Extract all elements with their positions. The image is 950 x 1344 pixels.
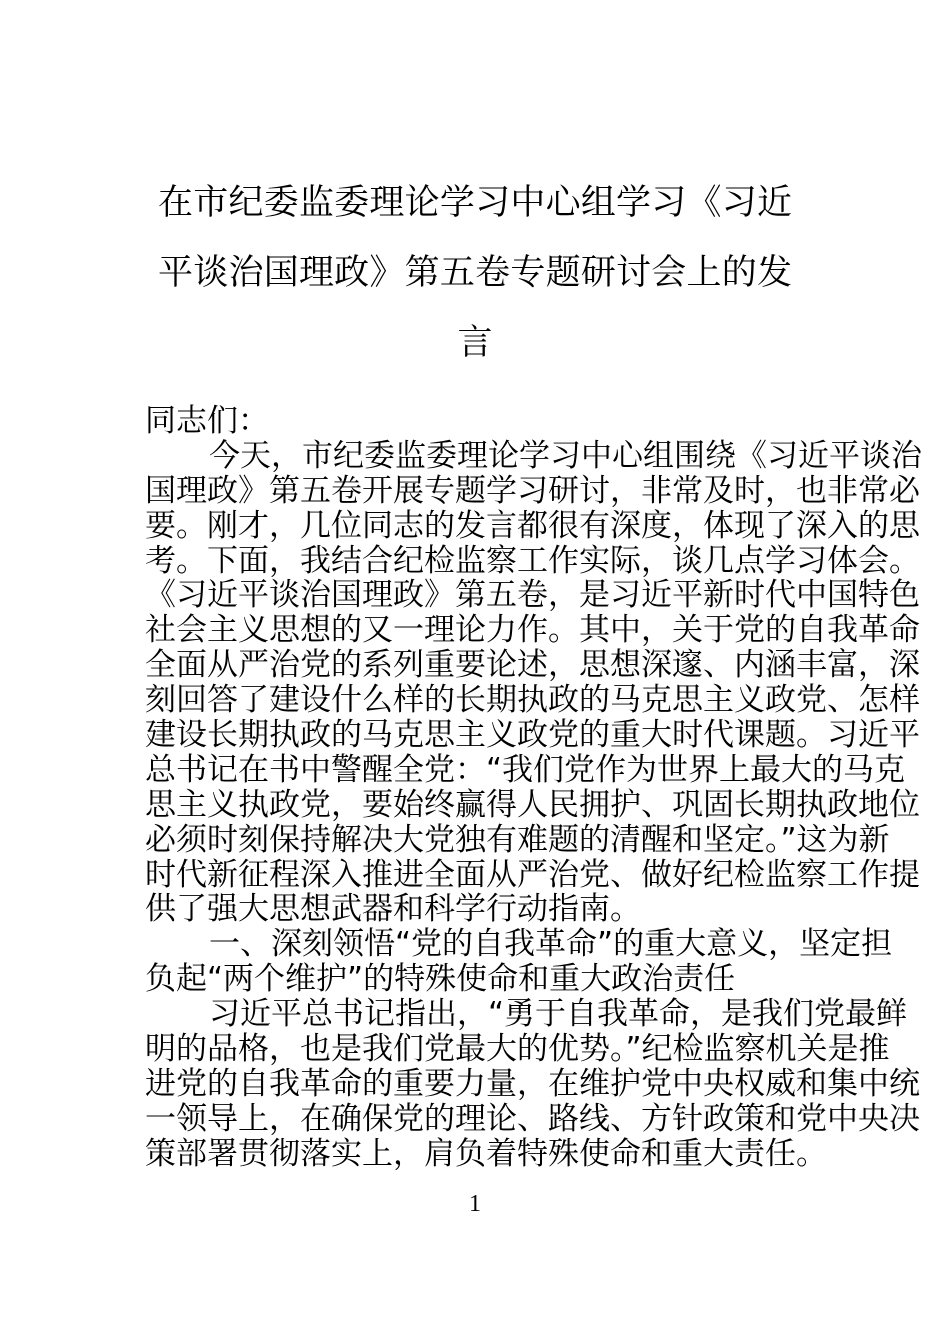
body-line: 必须时刻保持解决大党独有难题的清醒和坚定。”这为新 xyxy=(145,821,890,858)
body-line: 《习近平谈治国理政》第五卷，是习近平新时代中国特色 xyxy=(145,577,920,614)
title-line: 言 xyxy=(457,323,493,363)
body-line: 供了强大思想武器和科学行动指南。 xyxy=(145,891,641,928)
section-heading-line: 负起“两个维护”的特殊使命和重大政治责任 xyxy=(145,961,736,998)
title-line: 平谈治国理政》第五卷专题研讨会上的发 xyxy=(158,253,792,293)
body-line: 习近平总书记指出，“勇于自我革命，是我们党最鲜 xyxy=(209,996,908,1033)
salutation: 同志们： xyxy=(145,403,269,439)
body-line: 考。下面，我结合纪检监察工作实际，谈几点学习体会。 xyxy=(145,542,920,579)
body-line: 国理政》第五卷开展专题学习研讨，非常及时，也非常必 xyxy=(145,472,920,509)
title-line: 在市纪委监委理论学习中心组学习《习近 xyxy=(158,183,792,223)
body-line: 建设长期执政的马克思主义政党的重大时代课题。习近平 xyxy=(145,717,920,754)
section-heading-line: 一、深刻领悟“党的自我革命”的重大意义，坚定担 xyxy=(209,926,893,963)
body-line: 明的品格，也是我们党最大的优势。”纪检监察机关是推 xyxy=(145,1031,890,1068)
body-line: 要。刚才，几位同志的发言都很有深度，体现了深入的思 xyxy=(145,507,920,544)
body-line: 社会主义思想的又一理论力作。其中，关于党的自我革命 xyxy=(145,612,920,649)
body-line: 刻回答了建设什么样的长期执政的马克思主义政党、怎样 xyxy=(145,682,920,719)
document-title xyxy=(158,168,792,378)
body-line: 时代新征程深入推进全面从严治党、做好纪检监察工作提 xyxy=(145,856,920,893)
document-body xyxy=(145,403,922,1172)
body-line: 总书记在书中警醒全党：“我们党作为世界上最大的马克 xyxy=(145,751,906,788)
page-number: 1 xyxy=(469,1191,481,1217)
body-line: 策部署贯彻落实上，肩负着特殊使命和重大责任。 xyxy=(145,1135,827,1172)
body-line: 全面从严治党的系列重要论述，思想深邃、内涵丰富，深 xyxy=(145,647,920,684)
body-line: 思主义执政党，要始终赢得人民拥护、巩固长期执政地位 xyxy=(145,786,920,823)
body-line: 进党的自我革命的重要力量，在维护党中央权威和集中统 xyxy=(145,1065,920,1102)
body-line: 今天，市纪委监委理论学习中心组围绕《习近平谈治 xyxy=(209,437,922,474)
body-line: 一领导上，在确保党的理论、路线、方针政策和党中央决 xyxy=(145,1100,920,1137)
